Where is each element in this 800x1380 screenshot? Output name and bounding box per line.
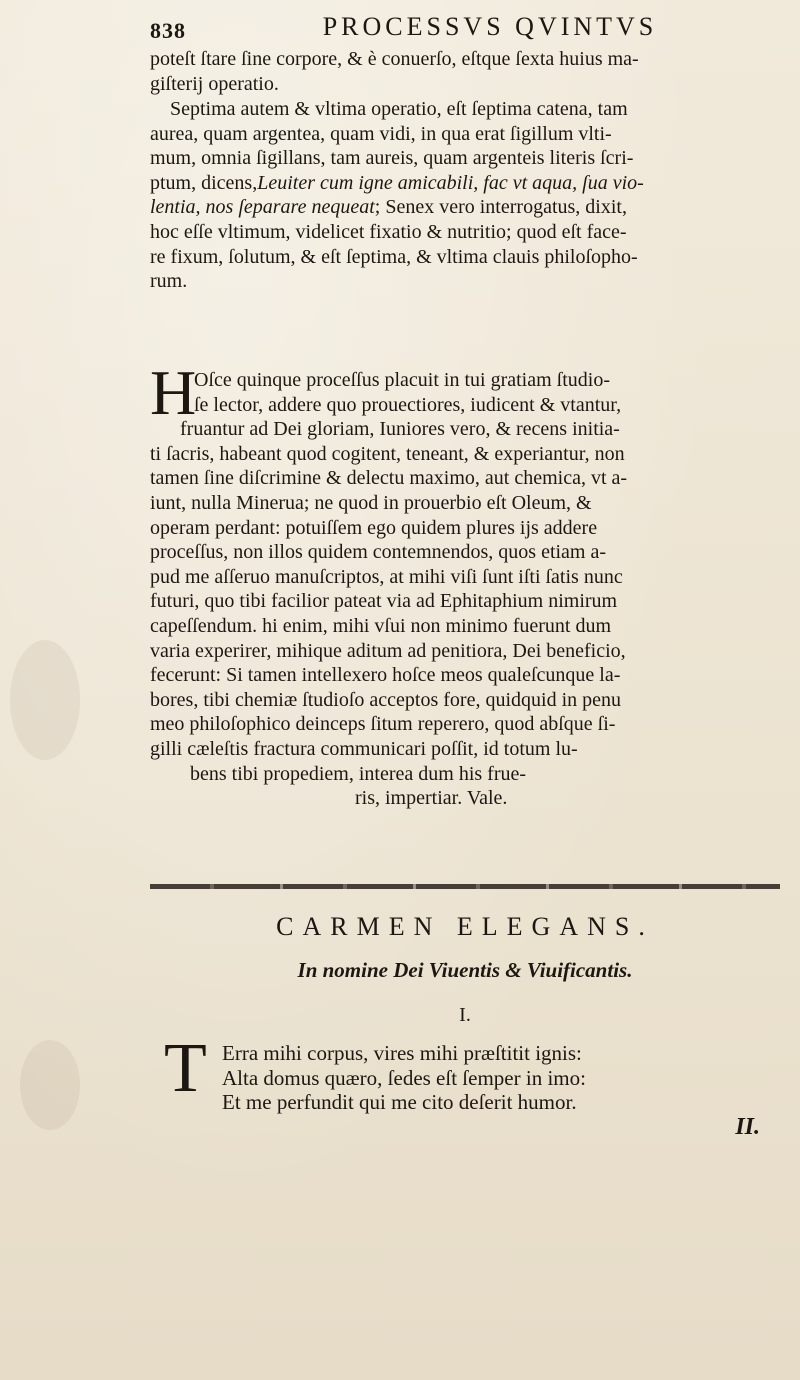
text-line	[150, 171, 780, 196]
stanza-number: I.	[459, 1004, 471, 1026]
italic-quote: lentia, nos ſeparare nequeat	[150, 196, 375, 219]
text-line: ſe lector, addere quo prouectiores, iudicent & vtantur,	[194, 393, 622, 416]
text-line: futuri, quo tibi facilior pateat via ad Ephitaphium nimirum	[150, 590, 618, 613]
text-line: varia experirer, mihique aditum ad penitiora, Dei beneficio,	[150, 639, 626, 662]
text-line: bores, tibi chemiæ ſtudioſo acceptos fore, quidquid in penu	[150, 688, 622, 711]
verse-line: Erra mihi corpus, vires mihi præſtitit ignis:	[222, 1041, 582, 1065]
text-line: operam perdant: potuiſſem ego quidem plures ijs addere	[150, 516, 598, 539]
text-line: ti ſacris, habeant quod cogitent, teneant, & experiantur, non	[150, 442, 625, 465]
italic-quote: Leuiter cum igne amicabili, fac vt aqua, ſua vio-	[257, 171, 644, 194]
drop-cap: H	[150, 357, 197, 428]
text-line: fecerunt: Si tamen intellexero hoſce meos qualeſcunque la-	[150, 664, 621, 687]
text-fragment: ; Senex vero interrogatus, dixit,	[374, 196, 627, 219]
poem-title: CARMEN ELEGANS.	[276, 912, 654, 941]
text-line: meo philoſophico deinceps ſitum reperero, quod abſque ſi-	[150, 713, 616, 736]
text-line: bens tibi propediem, interea dum his frue-	[190, 762, 527, 785]
text-line: rum.	[150, 270, 188, 293]
text-line: ris, impertiar. Vale.	[355, 787, 508, 810]
intro-paragraph	[150, 47, 780, 96]
text-line: poteſt ſtare ſine corpore, & è conuerſo, eſtque ſexta huius ma-	[150, 48, 639, 70]
text-line: iunt, nulla Minerua; ne quod in prouerbio eſt Oleum, &	[150, 491, 592, 514]
running-head: PROCESSVS QVINTVS	[322, 12, 658, 41]
text-fragment: ptum, dicens,	[150, 171, 258, 194]
epistle-paragraph	[150, 368, 780, 811]
text-line: capeſſendum. hi enim, mihi vſui non minimo fuerunt dum	[150, 614, 612, 637]
page-number: 838	[150, 18, 186, 43]
text-line: fruantur ad Dei gloriam, Iuniores vero, & recens initia-	[180, 418, 620, 441]
text-line: proceſſus, non illos quidem contemnendos, quos etiam a-	[150, 541, 607, 564]
text-line: Oſce quinque proceſſus placuit in tui gratiam ſtudio-	[194, 369, 611, 391]
decorative-rule	[150, 884, 780, 889]
seventh-operation-paragraph	[150, 97, 780, 294]
text-line: gilli cæleſtis fractura communicari poſſit, id totum lu-	[150, 737, 578, 760]
text-line: tamen ſine diſcrimine & delectu maximo, aut chemica, vt a-	[150, 467, 628, 490]
text-line: hoc eſſe vltimum, videlicet fixatio & nutritio; quod eſt face-	[150, 220, 627, 243]
paper-stain	[10, 640, 80, 760]
text-line: mum, omnia ſigillans, tam aureis, quam argenteis literis ſcri-	[150, 147, 634, 170]
drop-cap: T	[164, 1030, 207, 1107]
text-line: pud me aſſeruo manuſcriptos, at mihi viſi ſunt iſti ſatis nunc	[150, 565, 623, 588]
text-line: re fixum, ſolutum, & eſt ſeptima, & vltima clauis philoſopho-	[150, 245, 638, 268]
poem-stanza	[222, 1041, 782, 1115]
text-line: aurea, quam argentea, quam vidi, in qua erat ſigillum vlti-	[150, 122, 612, 145]
verse-line: Alta domus quæro, ſedes eſt ſemper in imo:	[222, 1065, 586, 1090]
paper-stain	[20, 1040, 80, 1130]
catchword: II.	[735, 1114, 760, 1140]
poem-subtitle: In nomine Dei Viuentis & Viuificantis.	[297, 958, 633, 982]
page-header	[150, 6, 770, 46]
text-line: giſterij operatio.	[150, 72, 279, 95]
text-line: Septima autem & vltima operatio, eſt ſeptima catena, tam	[170, 98, 628, 120]
verse-line: Et me perfundit qui me cito deſerit humor.	[222, 1090, 577, 1114]
text-line	[150, 195, 780, 220]
